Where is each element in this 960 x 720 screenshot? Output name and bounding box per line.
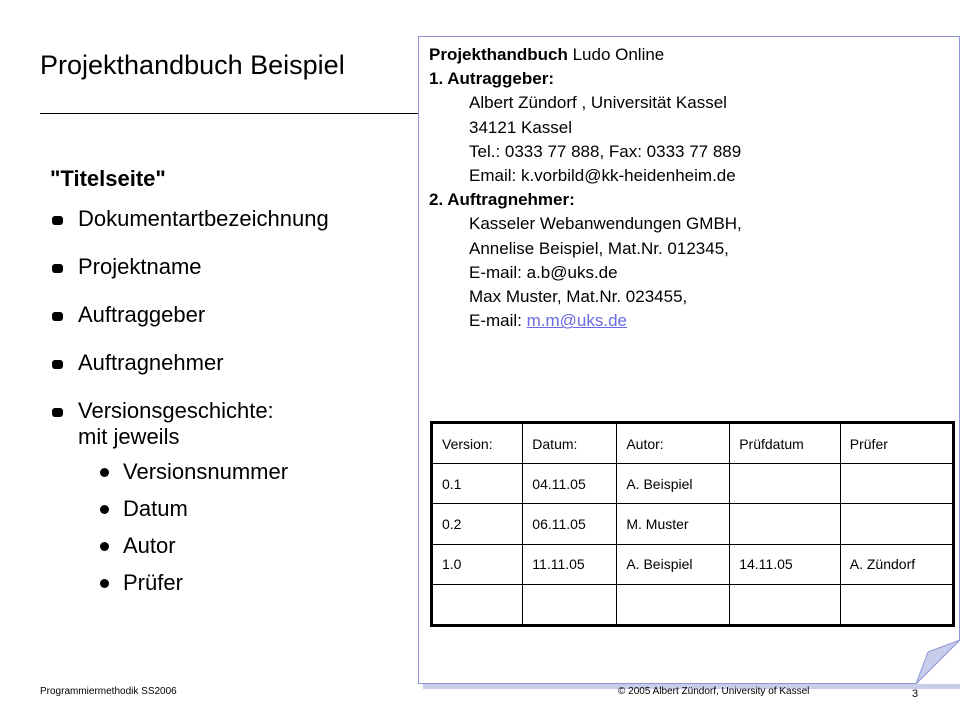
footer-copyright: © 2005 Albert Zündorf, University of Kassel [618, 686, 810, 697]
table-row: 0.1 04.11.05 A. Beispiel [432, 464, 954, 504]
section-heading: 2. Auftragnehmer: [429, 190, 575, 210]
sub-list-item: Autor [78, 534, 420, 558]
sub-list-item: Versionsnummer [78, 460, 420, 484]
outline-list [50, 166, 420, 617]
dot-icon [100, 542, 109, 551]
table-row: 0.2 06.11.05 M. Muster [432, 504, 954, 544]
list-item: Versionsgeschichte: mit jeweils Versionsnummer Datum Autor Prüfer [50, 398, 420, 595]
version-table [430, 421, 955, 627]
outline-heading: "Titelseite" [50, 166, 166, 191]
slide-title: Projekthandbuch Beispiel [40, 50, 345, 80]
sub-bullet-list [78, 460, 420, 595]
title-divider [40, 113, 420, 114]
dot-icon [100, 505, 109, 514]
bullet-icon [52, 312, 63, 321]
table-row: 1.0 11.11.05 A. Beispiel 14.11.05 A. Zündorf [432, 544, 954, 584]
dot-icon [100, 579, 109, 588]
sub-list-item: Prüfer [78, 571, 420, 595]
bullet-icon [52, 408, 63, 417]
email-link[interactable]: m.m@uks.de [526, 311, 628, 331]
sub-list-item: Datum [78, 497, 420, 521]
bullet-list [50, 206, 420, 595]
table-row [432, 584, 954, 625]
section-heading: 1. Autraggeber: [429, 69, 555, 89]
page-curl-icon [916, 640, 960, 684]
list-item: Auftraggeber [50, 302, 420, 328]
bullet-icon [52, 264, 63, 273]
list-item: Auftragnehmer [50, 350, 420, 376]
footer-course: Programmiermethodik SS2006 [40, 686, 177, 697]
bullet-icon [52, 216, 63, 225]
table-header-row: Version: Datum: Autor: Prüfdatum Prüfer [432, 423, 954, 464]
dot-icon [100, 468, 109, 477]
page-number: 3 [912, 688, 919, 700]
note-text: Projekthandbuch Ludo Online 1. Autraggeber: Albert Zündorf , Universität Kassel 34121 Kassel Tel.: 0333 77 888, Fax: 0333 77 889 Email: k.vorbild@kk-heidenheim.de 2. Auftragnehmer: Kasseler Webanwendungen GMBH, Annelise Beispiel, Mat.Nr. 012345, E-mail: a.b@uks.de Max Muster, Mat.Nr. 023455, E-mail: m.m@uks.de [429, 45, 742, 331]
list-item: Projektname [50, 254, 420, 280]
bullet-icon [52, 360, 63, 369]
list-item: Dokumentartbezeichnung [50, 206, 420, 232]
